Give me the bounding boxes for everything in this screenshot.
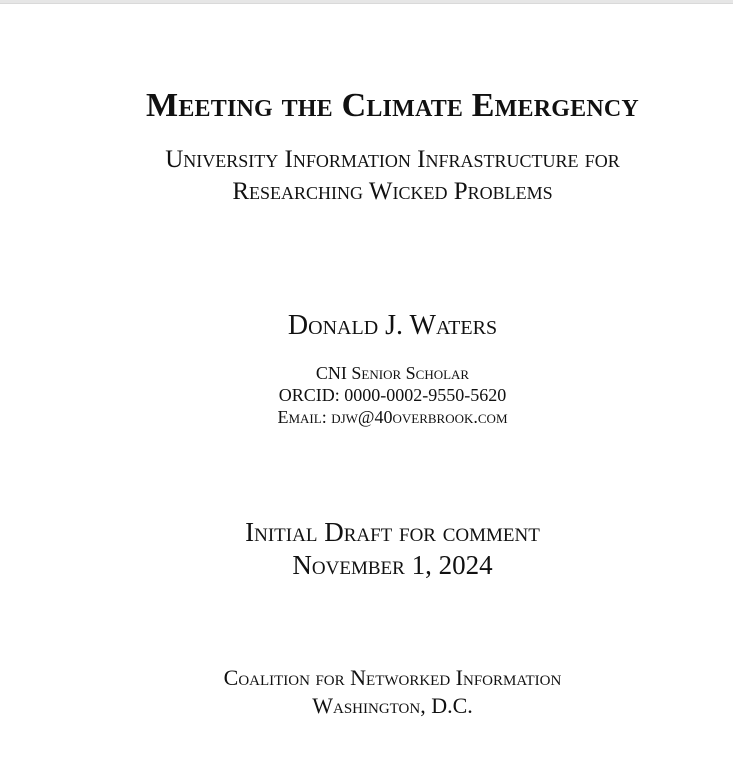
author-name-text: Donald J. Waters (287, 310, 498, 341)
subtitle-line-1: University Information Infrastructure for (165, 146, 620, 173)
subtitle-line-2: Researching Wicked Problems (232, 178, 553, 205)
document-title-text: Meeting the Climate Emergency (146, 86, 639, 124)
draft-information (26, 516, 733, 582)
author-role: CNI Senior Scholar (315, 363, 470, 383)
draft-date: November 1, 2024 (292, 550, 493, 580)
author-name (26, 309, 733, 343)
document-subtitle (26, 144, 733, 208)
author-details (26, 362, 733, 428)
organization-location: Washington, D.C. (312, 693, 473, 718)
document-title (26, 86, 733, 126)
organization-information (26, 664, 733, 720)
draft-status: Initial Draft for comment (245, 517, 540, 547)
organization-name: Coalition for Networked Information (223, 665, 562, 690)
author-orcid: ORCID: 0000-0002-9550-5620 (278, 385, 507, 405)
author-email: Email: djw@40overbrook.com (277, 407, 508, 427)
